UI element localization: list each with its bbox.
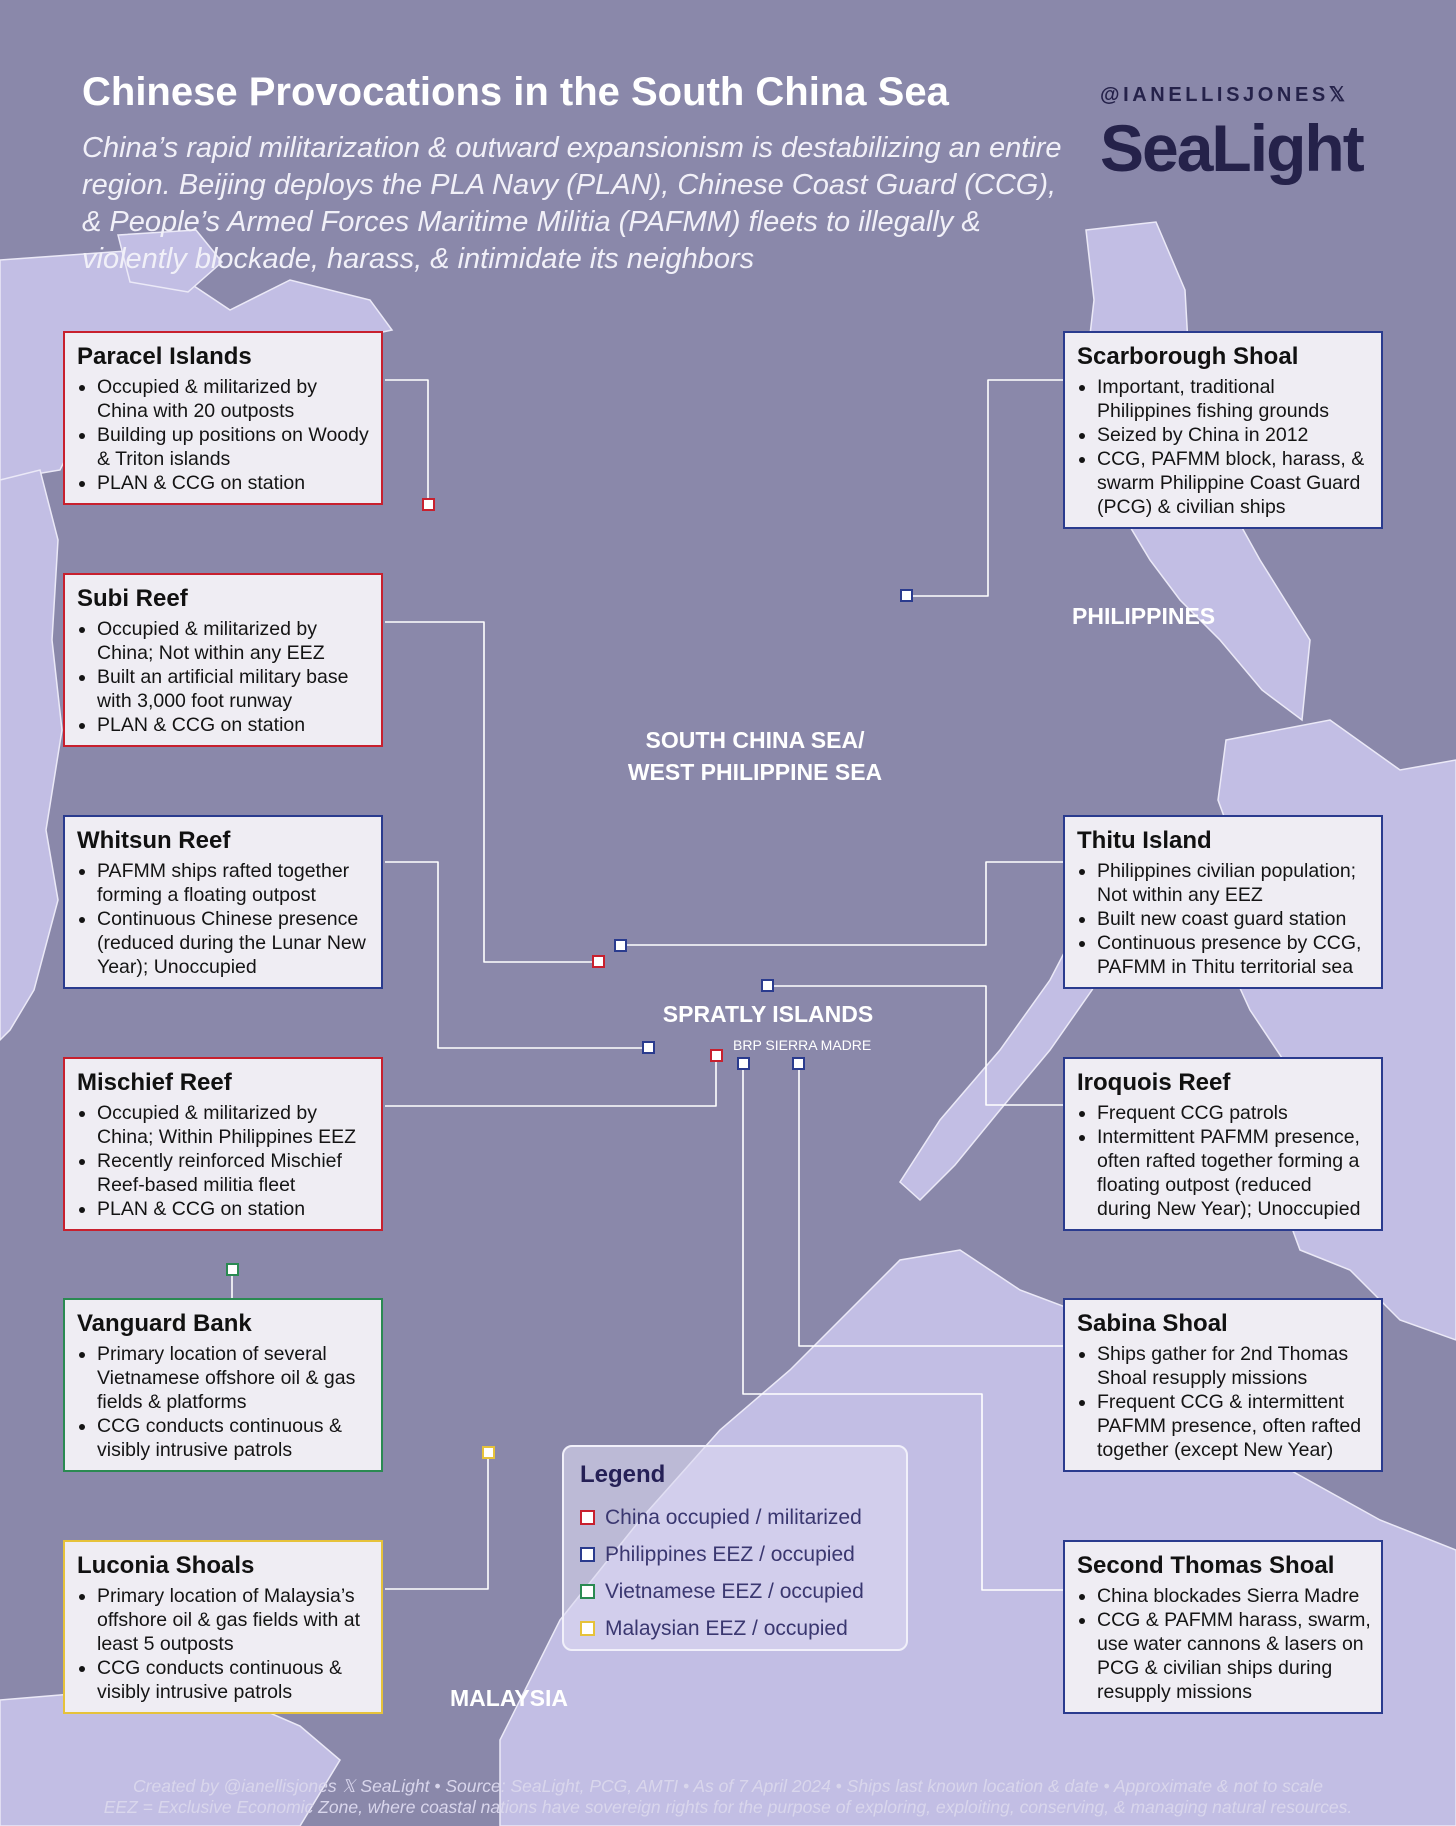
legend-swatch-green [580, 1584, 595, 1599]
card-bullet: • Frequent CCG patrols [1097, 1101, 1371, 1125]
marker-thitu-island [614, 939, 627, 952]
footer-eez-note: EEZ = Exclusive Economic Zone, where coastal nations have sovereign rights for the purpose of exploring, exploiting, conserving, & managing natural resources. [103, 1797, 1353, 1817]
map-label-philippines: PHILIPPINES [1072, 603, 1216, 629]
card-title: Vanguard Bank [77, 1310, 252, 1337]
card-bullet: • Continuous presence by CCG, PAFMM in Thitu territorial sea [1097, 931, 1371, 979]
card-bullet: • PLAN & CCG on station [97, 713, 371, 737]
card-bullet: • Philippines civilian population; Not within any EEZ [1097, 859, 1371, 907]
legend-label: China occupied / militarized [605, 1505, 862, 1529]
card-sabina-shoal [1063, 1298, 1383, 1472]
marker-vanguard-bank [226, 1263, 239, 1276]
legend [562, 1445, 908, 1651]
card-subi-reef [63, 573, 383, 747]
legend-item-vietnam [580, 1573, 890, 1610]
legend-swatch-red [580, 1510, 595, 1525]
card-title: Iroquois Reef [1077, 1069, 1231, 1096]
card-title: Mischief Reef [77, 1069, 232, 1096]
sealight-logo-text: SeaLight [1100, 111, 1363, 185]
marker-paracel-islands [422, 498, 435, 511]
card-title: Second Thomas Shoal [1077, 1552, 1335, 1579]
card-bullet: • Primary location of several Vietnamese offshore oil & gas fields & platforms [97, 1342, 371, 1414]
map-label-sea-line1: SOUTH CHINA SEA/ [645, 727, 865, 753]
marker-whitsun-reef [642, 1041, 655, 1054]
marker-iroquois-reef [761, 979, 774, 992]
card-bullet: • Primary location of Malaysia’s offshore oil & gas fields with at least 5 outposts [97, 1584, 371, 1656]
card-title: Sabina Shoal [1077, 1310, 1228, 1337]
legend-item-china [580, 1499, 890, 1536]
card-title: Whitsun Reef [77, 827, 231, 854]
card-bullet: • Continuous Chinese presence (reduced during the Lunar New Year); Unoccupied [97, 907, 371, 979]
page-subtitle: China’s rapid militarization & outward expansionism is destabilizing an entire region. Beijing deploys the PLA Navy (PLAN), Chinese Coast Guard (CCG), & People’s Armed Forces Maritime Militia (PAFMM) fleets to illegally & violently blockade, harass, & intimidate its neighbors [82, 132, 1062, 275]
map-label-sierra-madre: BRP SIERRA MADRE [733, 1037, 872, 1053]
card-bullet: • Built an artificial military base with 3,000 foot runway [97, 665, 371, 713]
legend-item-philippines [580, 1536, 890, 1573]
card-title: Subi Reef [77, 585, 188, 612]
map-label-malaysia: MALAYSIA [450, 1685, 568, 1711]
marker-second-thomas-shoal [737, 1057, 750, 1070]
marker-luconia-shoals [482, 1446, 495, 1459]
legend-swatch-blue [580, 1547, 595, 1562]
card-iroquois-reef [1063, 1057, 1383, 1231]
vietnam-coast-landmass [0, 470, 62, 1040]
marker-subi-reef [592, 955, 605, 968]
legend-item-malaysia [580, 1610, 890, 1647]
card-second-thomas-shoal [1063, 1540, 1383, 1714]
sealight-logo [1100, 110, 1363, 186]
author-handle: @IANELLISJONES𝕏 [1100, 84, 1349, 106]
card-title: Luconia Shoals [77, 1552, 255, 1579]
card-luconia-shoals [63, 1540, 383, 1714]
card-bullet: • CCG conducts continuous & visibly intrusive patrols [97, 1414, 371, 1462]
card-bullet: • China blockades Sierra Madre [1097, 1584, 1371, 1608]
card-bullet: • Intermittent PAFMM presence, often rafted together forming a floating outpost (reduced during New Year); Unoccupied [1097, 1125, 1371, 1221]
legend-label: Malaysian EEZ / occupied [605, 1616, 848, 1640]
card-bullet: • Built new coast guard station [1097, 907, 1371, 931]
card-bullet: • Important, traditional Philippines fishing grounds [1097, 375, 1371, 423]
card-bullet: • Occupied & militarized by China; Not within any EEZ [97, 617, 371, 665]
legend-label: Philippines EEZ / occupied [605, 1542, 855, 1566]
card-bullet: • Occupied & militarized by China; Within Philippines EEZ [97, 1101, 371, 1149]
marker-mischief-reef [710, 1049, 723, 1062]
card-scarborough-shoal [1063, 331, 1383, 529]
card-bullet: • PAFMM ships rafted together forming a floating outpost [97, 859, 371, 907]
marker-scarborough-shoal [900, 589, 913, 602]
card-bullet: • Seized by China in 2012 [1097, 423, 1371, 447]
card-paracel-islands [63, 331, 383, 505]
card-bullet: • Recently reinforced Mischief Reef-based militia fleet [97, 1149, 371, 1197]
card-bullet: • CCG conducts continuous & visibly intrusive patrols [97, 1656, 371, 1704]
footer-credits: Created by @ianellisjones 𝕏 SeaLight • Source: SeaLight, PCG, AMTI • As of 7 April 2024 • Ships last known location & date • Approximate & not to scale [133, 1776, 1323, 1796]
card-vanguard-bank [63, 1298, 383, 1472]
card-bullet: • Building up positions on Woody & Triton islands [97, 423, 371, 471]
card-thitu-island [1063, 815, 1383, 989]
card-bullet: • PLAN & CCG on station [97, 1197, 371, 1221]
card-bullet: • Occupied & militarized by China with 20 outposts [97, 375, 371, 423]
card-mischief-reef [63, 1057, 383, 1231]
card-title: Thitu Island [1077, 827, 1212, 854]
card-whitsun-reef [63, 815, 383, 989]
card-bullet: • CCG, PAFMM block, harass, & swarm Philippine Coast Guard (PCG) & civilian ships [1097, 447, 1371, 519]
visayas-mindanao-landmass [1218, 720, 1456, 1340]
legend-swatch-yellow [580, 1621, 595, 1636]
map-label-spratly-islands: SPRATLY ISLANDS [662, 1001, 874, 1027]
card-bullet: • Frequent CCG & intermittent PAFMM presence, often rafted together (except New Year) [1097, 1390, 1371, 1462]
legend-label: Vietnamese EEZ / occupied [605, 1579, 864, 1603]
card-bullet: • Ships gather for 2nd Thomas Shoal resupply missions [1097, 1342, 1371, 1390]
card-title: Scarborough Shoal [1077, 343, 1299, 370]
map-label-sea-line2: WEST PHILIPPINE SEA [627, 759, 883, 785]
card-bullet: • CCG & PAFMM harass, swarm, use water cannons & lasers on PCG & civilian ships during resupply missions [1097, 1608, 1371, 1704]
card-bullet: • PLAN & CCG on station [97, 471, 371, 495]
page-title: Chinese Provocations in the South China Sea [82, 70, 949, 114]
marker-sabina-shoal [792, 1057, 805, 1070]
legend-title: Legend [580, 1461, 666, 1488]
card-title: Paracel Islands [77, 343, 252, 370]
